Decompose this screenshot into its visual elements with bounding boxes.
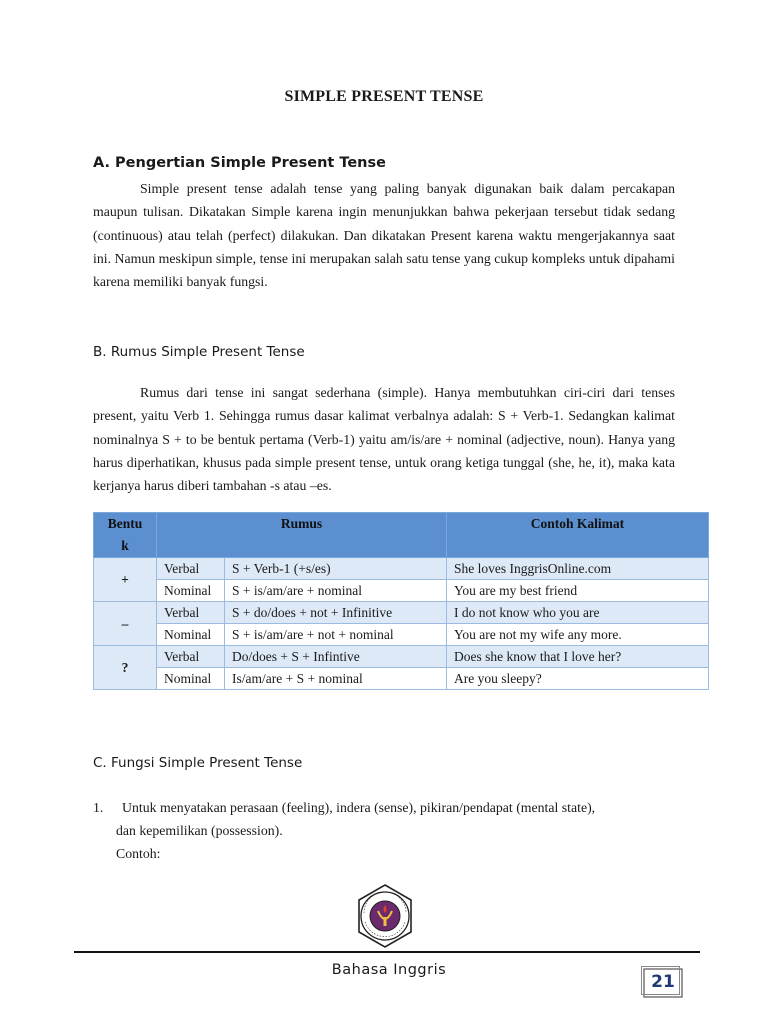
row-example: I do not know who you are bbox=[447, 602, 709, 624]
row-kind: Nominal bbox=[157, 580, 225, 602]
table-header-row bbox=[94, 513, 709, 558]
table-row bbox=[94, 580, 709, 602]
page-title: SIMPLE PRESENT TENSE bbox=[284, 88, 484, 105]
table-row bbox=[94, 558, 709, 580]
table-row bbox=[94, 646, 709, 668]
page-number: 21 bbox=[651, 972, 675, 992]
list-item bbox=[93, 796, 693, 865]
university-seal-icon bbox=[352, 883, 418, 949]
row-kind: Nominal bbox=[157, 624, 225, 646]
question-symbol: ? bbox=[94, 646, 157, 690]
section-b-paragraph: Rumus dari tense ini sangat sederhana (simple). Hanya membutuhkan ciri-ciri dari tenses present, yaitu Verb 1. Sehingga rumus dasar kalimat verbalnya adalah: S + Verb-1. Sedangkan kalimat nominalnya S + to be bentuk pertama (Verb-1) yaitu am/is/are + nominal (adjective, noun). Hanya yang harus diperhatikan, khusus pada simple present tense, untuk orang ketiga tunggal (she, he, it), maka kata kerjanya harus diberi tambahan -s atau –es. bbox=[93, 385, 675, 494]
section-b-heading: B. Rumus Simple Present Tense bbox=[93, 344, 305, 360]
table-row bbox=[94, 602, 709, 624]
footer-divider bbox=[74, 951, 700, 953]
row-kind: Verbal bbox=[157, 602, 225, 624]
row-formula: Do/does + S + Infintive bbox=[225, 646, 447, 668]
header-bentuk: Bentu k bbox=[94, 513, 157, 558]
list-item-text: Untuk menyatakan perasaan (feeling), indera (sense), pikiran/pendapat (mental state), bbox=[122, 800, 596, 815]
footer-title: Bahasa Inggris bbox=[331, 962, 447, 978]
row-formula: Is/am/are + S + nominal bbox=[225, 668, 447, 690]
row-formula: S + Verb-1 (+s/es) bbox=[225, 558, 447, 580]
header-rumus: Rumus bbox=[157, 513, 447, 558]
table-row bbox=[94, 624, 709, 646]
row-example: Are you sleepy? bbox=[447, 668, 709, 690]
row-formula: S + is/am/are + not + nominal bbox=[225, 624, 447, 646]
row-example: She loves InggrisOnline.com bbox=[447, 558, 709, 580]
formula-table bbox=[93, 512, 709, 690]
row-example: Does she know that I love her? bbox=[447, 646, 709, 668]
row-kind: Nominal bbox=[157, 668, 225, 690]
section-a-paragraph: Simple present tense adalah tense yang paling banyak digunakan baik dalam percakapan maupun tulisan. Dikatakan Simple karena ingin menunjukkan bahwa pekerjaan tersebut tidak sedang (continuous) atau telah (perfect) dilakukan. Dan dikatakan Present karena waktu mengerjakannya saat ini. Namun meskipun simple, tense ini merupakan salah satu tense yang cukup kompleks untuk dipahami karena memiliki banyak fungsi. bbox=[93, 181, 675, 290]
positive-symbol: + bbox=[94, 558, 157, 602]
list-item-text-cont: dan kepemilikan (possession). bbox=[116, 823, 283, 838]
list-item-contoh: Contoh: bbox=[116, 846, 161, 861]
row-formula: S + do/does + not + Infinitive bbox=[225, 602, 447, 624]
row-example: You are my best friend bbox=[447, 580, 709, 602]
row-example: You are not my wife any more. bbox=[447, 624, 709, 646]
page-number-badge bbox=[641, 966, 685, 1000]
row-kind: Verbal bbox=[157, 558, 225, 580]
list-number: 1. bbox=[93, 800, 104, 815]
table-row bbox=[94, 668, 709, 690]
negative-symbol: – bbox=[94, 602, 157, 646]
section-c-heading: C. Fungsi Simple Present Tense bbox=[93, 755, 303, 771]
row-kind: Verbal bbox=[157, 646, 225, 668]
row-formula: S + is/am/are + nominal bbox=[225, 580, 447, 602]
header-contoh: Contoh Kalimat bbox=[447, 513, 709, 558]
section-a-heading: A. Pengertian Simple Present Tense bbox=[93, 155, 386, 171]
